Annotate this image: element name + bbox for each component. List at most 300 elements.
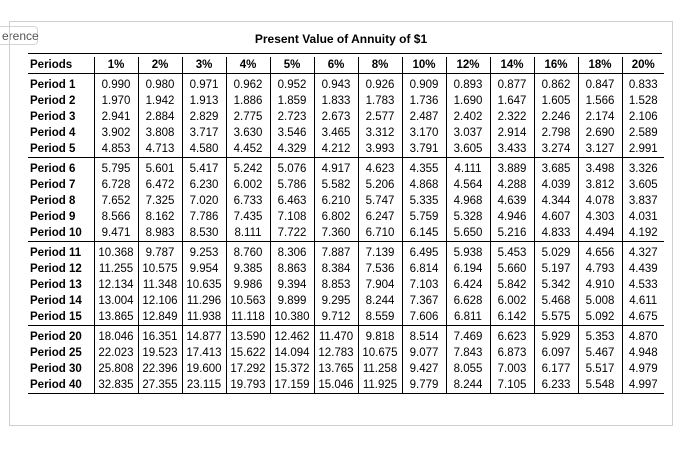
table-cell: 4.607 bbox=[534, 209, 578, 225]
table-cell: 6.463 bbox=[270, 193, 314, 209]
table-cell: 3.546 bbox=[270, 125, 314, 141]
table-cell: 8.566 bbox=[94, 209, 138, 225]
table-cell: 25.808 bbox=[94, 361, 138, 377]
table-cell: 17.292 bbox=[226, 361, 270, 377]
table-cell: 5.467 bbox=[578, 345, 622, 361]
table-cell: 10.675 bbox=[358, 345, 402, 361]
table-cell: 1.647 bbox=[490, 93, 534, 109]
table-cell: 7.786 bbox=[182, 209, 226, 225]
table-cell: 5.076 bbox=[270, 158, 314, 178]
table-cell: 19.793 bbox=[226, 377, 270, 394]
table-cell: 6.802 bbox=[314, 209, 358, 225]
table-cell: 2.941 bbox=[94, 109, 138, 125]
table-cell: 7.606 bbox=[402, 309, 446, 326]
table-cell: 3.993 bbox=[358, 141, 402, 158]
table-cell: 9.295 bbox=[314, 293, 358, 309]
table-cell: 3.605 bbox=[446, 141, 490, 158]
header-cell: 20% bbox=[622, 57, 664, 74]
table-cell: 4.288 bbox=[490, 177, 534, 193]
table-cell: 2.829 bbox=[182, 109, 226, 125]
table-cell: 8.111 bbox=[226, 225, 270, 242]
table-cell: 4.639 bbox=[490, 193, 534, 209]
table-row bbox=[28, 74, 664, 94]
table-cell: 8.983 bbox=[138, 225, 182, 242]
table-cell: 7.020 bbox=[182, 193, 226, 209]
table-cell: 0.990 bbox=[94, 74, 138, 94]
table-cell: 8.530 bbox=[182, 225, 226, 242]
period-label: Period 10 bbox=[28, 225, 94, 242]
table-cell: 9.253 bbox=[182, 242, 226, 262]
table-cell: 6.728 bbox=[94, 177, 138, 193]
table-cell: 2.914 bbox=[490, 125, 534, 141]
table-cell: 11.938 bbox=[182, 309, 226, 326]
period-label: Period 13 bbox=[30, 279, 82, 291]
period-group bbox=[28, 326, 664, 394]
table-cell: 11.470 bbox=[314, 326, 358, 346]
table-cell: 22.396 bbox=[138, 361, 182, 377]
table-cell: 7.904 bbox=[358, 277, 402, 293]
table-cell: 8.760 bbox=[226, 242, 270, 262]
header-row bbox=[28, 57, 664, 74]
table-cell: 3.902 bbox=[94, 125, 138, 141]
table-cell: 5.786 bbox=[270, 177, 314, 193]
table-cell: 0.862 bbox=[534, 74, 578, 94]
table-cell: 7.722 bbox=[270, 225, 314, 242]
table-row bbox=[28, 158, 664, 178]
table-cell: 23.115 bbox=[182, 377, 226, 394]
period-label: Period 20 bbox=[30, 331, 82, 343]
period-group bbox=[28, 158, 664, 242]
table-cell: 12.849 bbox=[138, 309, 182, 326]
table-row bbox=[28, 309, 664, 326]
table-cell: 1.605 bbox=[534, 93, 578, 109]
table-cell: 2.577 bbox=[358, 109, 402, 125]
header-cell: 2% bbox=[138, 57, 182, 74]
table-cell: 0.833 bbox=[622, 74, 664, 94]
period-label: Period 15 bbox=[28, 309, 94, 326]
table-cell: 6.628 bbox=[446, 293, 490, 309]
table-cell: 6.811 bbox=[446, 309, 490, 326]
table-cell: 4.039 bbox=[534, 177, 578, 193]
table-cell: 11.348 bbox=[138, 277, 182, 293]
table-cell: 13.765 bbox=[314, 361, 358, 377]
table-cell: 4.713 bbox=[138, 141, 182, 158]
table-cell: 0.952 bbox=[270, 74, 314, 94]
table-cell: 4.611 bbox=[622, 293, 664, 309]
table-cell: 10.575 bbox=[138, 261, 182, 277]
table-cell: 6.210 bbox=[314, 193, 358, 209]
table-cell: 12.462 bbox=[270, 326, 314, 346]
table-cell: 0.971 bbox=[182, 74, 226, 94]
document-frame bbox=[9, 21, 673, 426]
table-cell: 9.779 bbox=[402, 377, 446, 394]
table-cell: 5.660 bbox=[490, 261, 534, 277]
table-cell: 4.564 bbox=[446, 177, 490, 193]
period-label: Period 1 bbox=[30, 79, 76, 91]
table-cell: 6.623 bbox=[490, 326, 534, 346]
table-cell: 4.656 bbox=[578, 242, 622, 262]
table-cell: 9.899 bbox=[270, 293, 314, 309]
table-cell: 4.868 bbox=[402, 177, 446, 193]
table-cell: 4.968 bbox=[446, 193, 490, 209]
table-cell: 1.970 bbox=[94, 93, 138, 109]
table-cell: 8.055 bbox=[446, 361, 490, 377]
table-cell: 5.353 bbox=[578, 326, 622, 346]
table-cell: 4.623 bbox=[358, 158, 402, 178]
table-cell: 10.563 bbox=[226, 293, 270, 309]
table-cell: 11.925 bbox=[358, 377, 402, 394]
table-cell: 10.635 bbox=[182, 277, 226, 293]
table-cell: 7.536 bbox=[358, 261, 402, 277]
period-label: Period 4 bbox=[30, 127, 76, 139]
period-group bbox=[28, 74, 664, 158]
table-cell: 7.139 bbox=[358, 242, 402, 262]
table-cell: 4.212 bbox=[314, 141, 358, 158]
table-cell: 6.424 bbox=[446, 277, 490, 293]
table-row bbox=[28, 193, 664, 209]
period-label: Period 5 bbox=[28, 141, 94, 158]
table-title: Present Value of Annuity of $1 bbox=[254, 32, 428, 46]
table-row bbox=[28, 109, 664, 125]
header-cell: 8% bbox=[358, 57, 402, 74]
table-cell: 3.605 bbox=[622, 177, 664, 193]
table-cell: 6.733 bbox=[226, 193, 270, 209]
table-cell: 6.194 bbox=[446, 261, 490, 277]
table-cell: 5.468 bbox=[534, 293, 578, 309]
table-cell: 27.355 bbox=[138, 377, 182, 394]
table-cell: 4.078 bbox=[578, 193, 622, 209]
table-cell: 3.889 bbox=[490, 158, 534, 178]
table-cell: 5.029 bbox=[534, 242, 578, 262]
period-label: Period 3 bbox=[30, 111, 76, 123]
period-label: Period 30 bbox=[30, 363, 82, 375]
table-cell: 3.433 bbox=[490, 141, 534, 158]
table-cell: 4.111 bbox=[446, 158, 490, 178]
table-cell: 8.853 bbox=[314, 277, 358, 293]
annuity-table bbox=[28, 57, 664, 394]
table-cell: 8.559 bbox=[358, 309, 402, 326]
table-cell: 11.118 bbox=[226, 309, 270, 326]
period-label: Period 9 bbox=[30, 211, 76, 223]
table-cell: 6.002 bbox=[226, 177, 270, 193]
table-cell: 3.037 bbox=[446, 125, 490, 141]
header-cell: 12% bbox=[446, 57, 490, 74]
table-cell: 2.991 bbox=[622, 141, 664, 158]
table-cell: 9.712 bbox=[314, 309, 358, 326]
table-cell: 3.274 bbox=[534, 141, 578, 158]
table-cell: 12.783 bbox=[314, 345, 358, 361]
period-label: Period 2 bbox=[30, 95, 76, 107]
table-cell: 3.312 bbox=[358, 125, 402, 141]
table-cell: 0.980 bbox=[138, 74, 182, 94]
table-cell: 4.327 bbox=[622, 242, 664, 262]
table-cell: 5.517 bbox=[578, 361, 622, 377]
table-cell: 3.326 bbox=[622, 158, 664, 178]
table-cell: 7.469 bbox=[446, 326, 490, 346]
table-cell: 5.453 bbox=[490, 242, 534, 262]
period-label: Period 14 bbox=[30, 295, 82, 307]
period-label: Period 8 bbox=[30, 195, 76, 207]
table-row bbox=[28, 326, 664, 346]
period-group bbox=[28, 242, 664, 326]
header-cell: 10% bbox=[402, 57, 446, 74]
table-cell: 7.843 bbox=[446, 345, 490, 361]
reference-tab[interactable]: erence bbox=[0, 26, 38, 45]
table-cell: 7.325 bbox=[138, 193, 182, 209]
table-row bbox=[28, 125, 664, 141]
table-cell: 9.385 bbox=[226, 261, 270, 277]
table-cell: 5.759 bbox=[402, 209, 446, 225]
table-cell: 0.877 bbox=[490, 74, 534, 94]
table-cell: 7.103 bbox=[402, 277, 446, 293]
table-cell: 5.342 bbox=[534, 277, 578, 293]
table-cell: 5.008 bbox=[578, 293, 622, 309]
table-cell: 18.046 bbox=[94, 326, 138, 346]
table-cell: 9.077 bbox=[402, 345, 446, 361]
table-cell: 3.717 bbox=[182, 125, 226, 141]
table-cell: 10.368 bbox=[94, 242, 138, 262]
table-cell: 1.859 bbox=[270, 93, 314, 109]
table-cell: 4.917 bbox=[314, 158, 358, 178]
table-cell: 2.246 bbox=[534, 109, 578, 125]
table-cell: 2.673 bbox=[314, 109, 358, 125]
table-cell: 5.092 bbox=[578, 309, 622, 326]
table-cell: 3.791 bbox=[402, 141, 446, 158]
table-cell: 5.575 bbox=[534, 309, 578, 326]
table-cell: 4.494 bbox=[578, 225, 622, 242]
table-cell: 8.384 bbox=[314, 261, 358, 277]
table-cell: 0.962 bbox=[226, 74, 270, 94]
table-cell: 1.528 bbox=[622, 93, 664, 109]
table-cell: 9.427 bbox=[402, 361, 446, 377]
table-cell: 5.206 bbox=[358, 177, 402, 193]
table-cell: 5.548 bbox=[578, 377, 622, 394]
table-cell: 5.601 bbox=[138, 158, 182, 178]
table-cell: 4.910 bbox=[578, 277, 622, 293]
table-cell: 6.230 bbox=[182, 177, 226, 193]
table-cell: 0.909 bbox=[402, 74, 446, 94]
table-cell: 4.355 bbox=[402, 158, 446, 178]
table-cell: 12.134 bbox=[94, 277, 138, 293]
table-cell: 6.472 bbox=[138, 177, 182, 193]
table-cell: 2.723 bbox=[270, 109, 314, 125]
table-cell: 6.002 bbox=[490, 293, 534, 309]
table-cell: 22.023 bbox=[94, 345, 138, 361]
table-cell: 4.793 bbox=[578, 261, 622, 277]
table-row bbox=[28, 277, 664, 293]
table-cell: 4.997 bbox=[622, 377, 664, 394]
table-cell: 5.197 bbox=[534, 261, 578, 277]
table-cell: 7.887 bbox=[314, 242, 358, 262]
table-cell: 3.465 bbox=[314, 125, 358, 141]
table-cell: 8.244 bbox=[446, 377, 490, 394]
table-cell: 6.097 bbox=[534, 345, 578, 361]
table-cell: 3.170 bbox=[402, 125, 446, 141]
table-cell: 9.986 bbox=[226, 277, 270, 293]
table-cell: 2.775 bbox=[226, 109, 270, 125]
table-cell: 0.893 bbox=[446, 74, 490, 94]
table-cell: 5.650 bbox=[446, 225, 490, 242]
table-cell: 2.487 bbox=[402, 109, 446, 125]
table-cell: 3.808 bbox=[138, 125, 182, 141]
table-row bbox=[28, 177, 664, 193]
table-cell: 4.833 bbox=[534, 225, 578, 242]
table-cell: 5.842 bbox=[490, 277, 534, 293]
table-cell: 32.835 bbox=[94, 377, 138, 394]
table-cell: 5.795 bbox=[94, 158, 138, 178]
table-cell: 17.413 bbox=[182, 345, 226, 361]
header-cell: 1% bbox=[94, 57, 138, 74]
table-cell: 4.329 bbox=[270, 141, 314, 158]
table-cell: 4.439 bbox=[622, 261, 664, 277]
table-row bbox=[28, 141, 664, 158]
table-cell: 4.870 bbox=[622, 326, 664, 346]
table-cell: 2.690 bbox=[578, 125, 622, 141]
table-cell: 4.675 bbox=[622, 309, 664, 326]
table-row bbox=[28, 225, 664, 242]
table-cell: 2.589 bbox=[622, 125, 664, 141]
table-cell: 4.853 bbox=[94, 141, 138, 158]
table-cell: 6.177 bbox=[534, 361, 578, 377]
table-cell: 5.216 bbox=[490, 225, 534, 242]
table-cell: 4.979 bbox=[622, 361, 664, 377]
table-cell: 6.495 bbox=[402, 242, 446, 262]
table-cell: 9.394 bbox=[270, 277, 314, 293]
table-cell: 7.003 bbox=[490, 361, 534, 377]
table-row bbox=[28, 361, 664, 377]
table-cell: 6.710 bbox=[358, 225, 402, 242]
table-cell: 3.685 bbox=[534, 158, 578, 178]
table-cell: 11.296 bbox=[182, 293, 226, 309]
table-cell: 3.630 bbox=[226, 125, 270, 141]
table-cell: 2.174 bbox=[578, 109, 622, 125]
table-cell: 4.303 bbox=[578, 209, 622, 225]
table-cell: 11.258 bbox=[358, 361, 402, 377]
table-cell: 7.105 bbox=[490, 377, 534, 394]
table-cell: 4.344 bbox=[534, 193, 578, 209]
table-cell: 0.847 bbox=[578, 74, 622, 94]
table-row bbox=[28, 242, 664, 262]
table-cell: 19.523 bbox=[138, 345, 182, 361]
header-cell: Periods bbox=[28, 57, 94, 74]
table-cell: 4.580 bbox=[182, 141, 226, 158]
table-cell: 6.142 bbox=[490, 309, 534, 326]
table-cell: 7.360 bbox=[314, 225, 358, 242]
table-cell: 1.690 bbox=[446, 93, 490, 109]
table-cell: 6.145 bbox=[402, 225, 446, 242]
table-cell: 6.814 bbox=[402, 261, 446, 277]
table-cell: 7.435 bbox=[226, 209, 270, 225]
table-cell: 11.255 bbox=[94, 261, 138, 277]
table-cell: 5.335 bbox=[402, 193, 446, 209]
table-cell: 1.833 bbox=[314, 93, 358, 109]
table-cell: 16.351 bbox=[138, 326, 182, 346]
table-cell: 3.498 bbox=[578, 158, 622, 178]
table-cell: 5.417 bbox=[182, 158, 226, 178]
table-cell: 4.948 bbox=[622, 345, 664, 361]
table-row bbox=[28, 345, 664, 361]
table-cell: 1.886 bbox=[226, 93, 270, 109]
table-cell: 15.046 bbox=[314, 377, 358, 394]
header-cell: 6% bbox=[314, 57, 358, 74]
table-cell: 0.926 bbox=[358, 74, 402, 94]
table-cell: 13.590 bbox=[226, 326, 270, 346]
table-cell: 9.471 bbox=[94, 225, 138, 242]
table-cell: 15.622 bbox=[226, 345, 270, 361]
table-cell: 3.812 bbox=[578, 177, 622, 193]
table-cell: 0.943 bbox=[314, 74, 358, 94]
table-cell: 12.106 bbox=[138, 293, 182, 309]
table-cell: 5.582 bbox=[314, 177, 358, 193]
table-cell: 2.798 bbox=[534, 125, 578, 141]
period-label: Period 6 bbox=[30, 163, 76, 175]
table-cell: 7.652 bbox=[94, 193, 138, 209]
table-row bbox=[28, 293, 664, 309]
table-cell: 19.600 bbox=[182, 361, 226, 377]
table-cell: 3.837 bbox=[622, 193, 664, 209]
table-cell: 6.233 bbox=[534, 377, 578, 394]
header-cell: 18% bbox=[578, 57, 622, 74]
table-cell: 3.127 bbox=[578, 141, 622, 158]
table-cell: 4.192 bbox=[622, 225, 664, 242]
table-row bbox=[28, 209, 664, 225]
table-cell: 15.372 bbox=[270, 361, 314, 377]
table-cell: 6.873 bbox=[490, 345, 534, 361]
table-cell: 8.162 bbox=[138, 209, 182, 225]
table-cell: 10.380 bbox=[270, 309, 314, 326]
table-cell: 1.736 bbox=[402, 93, 446, 109]
table-cell: 4.452 bbox=[226, 141, 270, 158]
table-cell: 5.747 bbox=[358, 193, 402, 209]
table-cell: 1.913 bbox=[182, 93, 226, 109]
table-cell: 5.242 bbox=[226, 158, 270, 178]
table-cell: 14.877 bbox=[182, 326, 226, 346]
table-cell: 5.328 bbox=[446, 209, 490, 225]
period-label: Period 25 bbox=[30, 347, 82, 359]
period-label: Period 7 bbox=[30, 179, 76, 191]
table-row bbox=[28, 377, 664, 394]
table-cell: 8.306 bbox=[270, 242, 314, 262]
table-cell: 7.367 bbox=[402, 293, 446, 309]
table-cell: 4.031 bbox=[622, 209, 664, 225]
period-label: Period 12 bbox=[30, 263, 82, 275]
table-cell: 8.514 bbox=[402, 326, 446, 346]
table-cell: 9.787 bbox=[138, 242, 182, 262]
table-cell: 8.863 bbox=[270, 261, 314, 277]
table-cell: 5.938 bbox=[446, 242, 490, 262]
header-cell: 5% bbox=[270, 57, 314, 74]
table-cell: 14.094 bbox=[270, 345, 314, 361]
table-cell: 5.929 bbox=[534, 326, 578, 346]
table-cell: 9.954 bbox=[182, 261, 226, 277]
table-cell: 2.322 bbox=[490, 109, 534, 125]
table-cell: 9.818 bbox=[358, 326, 402, 346]
table-cell: 4.533 bbox=[622, 277, 664, 293]
title-rule bbox=[28, 53, 662, 54]
table-cell: 6.247 bbox=[358, 209, 402, 225]
table-cell: 13.865 bbox=[94, 309, 138, 326]
table-cell: 1.942 bbox=[138, 93, 182, 109]
period-label: Period 11 bbox=[30, 247, 82, 259]
table-row bbox=[28, 261, 664, 277]
period-label: Period 40 bbox=[28, 377, 94, 394]
table-cell: 7.108 bbox=[270, 209, 314, 225]
table-cell: 4.946 bbox=[490, 209, 534, 225]
header-cell: 4% bbox=[226, 57, 270, 74]
table-cell: 2.106 bbox=[622, 109, 664, 125]
header-cell: 3% bbox=[182, 57, 226, 74]
header-cell: 16% bbox=[534, 57, 578, 74]
